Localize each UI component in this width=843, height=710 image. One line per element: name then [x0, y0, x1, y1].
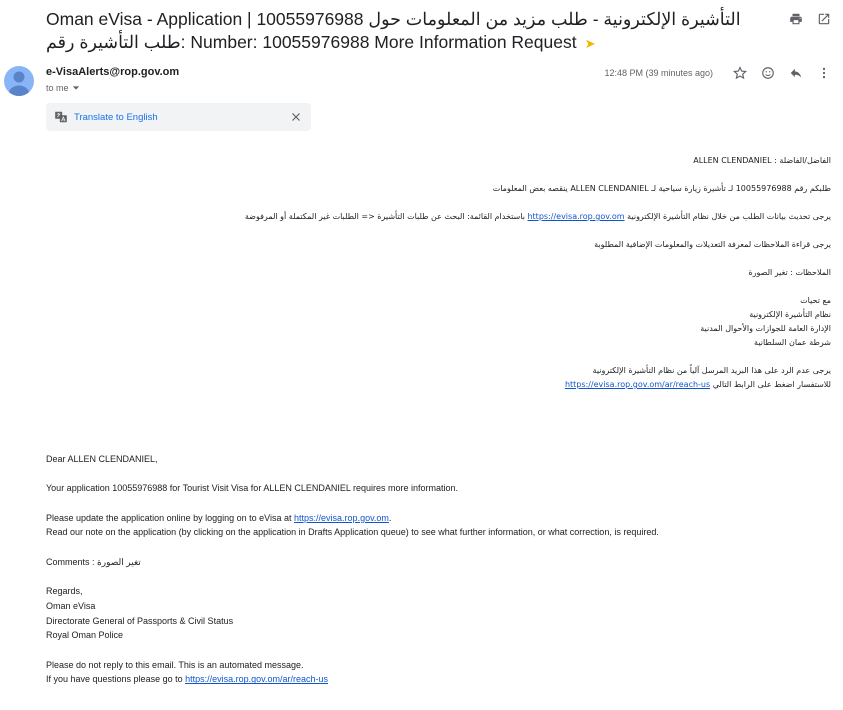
- person-icon: [4, 66, 34, 96]
- english-read-note: Read our note on the application (by clicking on the application in Drafts Application queue) to see what further information, or what correction, is required.: [46, 527, 659, 538]
- top-actions: [789, 12, 831, 26]
- arabic-comments: الملاحظات : تغير الصورة: [748, 268, 831, 277]
- arabic-no-reply: يرجى عدم الرد على هذا البريد المرسل آلياً من نظام التأشيرة الإلكترونية: [592, 366, 831, 375]
- english-no-reply: Please do not reply to this email. This is an automated message.: [46, 659, 304, 670]
- english-comments: Comments : تغير الصورة: [46, 556, 141, 567]
- to-me-label: to me: [46, 83, 69, 93]
- arabic-read-notes: يرجى قراءة الملاحظات لمعرفة التعديلات والمعلومات الإضافية المطلوبة: [594, 240, 831, 249]
- close-icon[interactable]: [289, 110, 303, 124]
- arabic-update-instructions: يرجى تحديث بيانات الطلب من خلال نظام التأشيرة الإلكترونية https://evisa.rop.gov.om باستخدام القائمة: البحث عن طلبات التأشيرة <= الطلبات غير المكتملة أو المرفوضة: [244, 212, 831, 221]
- english-evisa-link[interactable]: https://evisa.rop.gov.om: [294, 512, 389, 523]
- arabic-application-info: طلبكم رقم 10055976988 لـ تأشيرة زيارة سياحية لـ ALLEN CLENDANIEL ينقصه بعض المعلومات: [492, 184, 831, 193]
- star-icon[interactable]: [733, 66, 747, 80]
- arabic-reach-us-link[interactable]: https://evisa.rop.gov.om/ar/reach-us: [564, 380, 711, 389]
- email-subject: [46, 8, 746, 55]
- english-questions: If you have questions please go to https://evisa.rop.gov.om/ar/reach-us: [46, 674, 329, 685]
- print-icon[interactable]: [789, 12, 803, 26]
- english-application-info: Your application 10055976988 for Tourist Visit Visa for ALLEN CLENDANIEL requires more information.: [46, 483, 459, 494]
- importance-marker-icon[interactable]: ➤: [584, 36, 596, 51]
- emoji-reaction-icon[interactable]: [761, 66, 775, 80]
- open-in-new-window-icon[interactable]: [817, 12, 831, 26]
- english-reach-us-link[interactable]: https://evisa.rop.gov.om/ar/reach-us: [185, 674, 329, 685]
- arabic-regards: مع تحيات: [800, 296, 831, 305]
- arabic-salutation: الفاضل/الفاضلة : ALLEN CLENDANIEL: [693, 156, 831, 165]
- chevron-down-icon[interactable]: [72, 84, 80, 92]
- english-update-instructions: Please update the application online by logging on to eVisa at https://evisa.rop.gov.om.: [46, 512, 392, 523]
- subject-text: Oman eVisa - Application | 10055976988 التأشيرة الإلكترونية - طلب مزيد من المعلومات حول طلب التأشيرة رقم: Number: 10055976988 More Information Request: [46, 9, 741, 52]
- english-regards: Regards,: [46, 586, 83, 597]
- sender-avatar[interactable]: [4, 66, 34, 96]
- timestamp: 12:48 PM (39 minutes ago): [604, 68, 713, 78]
- sender-email[interactable]: e-VisaAlerts@rop.gov.om: [46, 66, 180, 78]
- english-greeting: Dear ALLEN CLENDANIEL,: [46, 454, 158, 464]
- arabic-signature-1: نظام التأشيرة الإلكترونية: [749, 310, 831, 319]
- translate-icon: [54, 110, 68, 124]
- translate-bar: [46, 103, 311, 131]
- reply-icon[interactable]: [789, 66, 803, 80]
- english-signature-2: Directorate General of Passports & Civil Status: [46, 615, 234, 626]
- arabic-body: [131, 154, 831, 392]
- arabic-signature-2: الإدارة العامة للجوازات والأحوال المدنية: [700, 324, 831, 333]
- english-signature-3: Royal Oman Police: [46, 630, 124, 641]
- english-body: [46, 452, 806, 687]
- recipient-details[interactable]: [46, 83, 80, 93]
- translate-to-english-link[interactable]: Translate to English: [74, 111, 158, 123]
- message-meta: [604, 66, 831, 80]
- arabic-evisa-link[interactable]: https://evisa.rop.gov.om: [527, 212, 625, 221]
- arabic-questions: للاستفسار اضغط على الرابط التالي https://evisa.rop.gov.om/ar/reach-us: [564, 380, 831, 389]
- english-signature-1: Oman eVisa: [46, 600, 96, 611]
- more-options-icon[interactable]: [817, 66, 831, 80]
- arabic-signature-3: شرطة عمان السلطانية: [754, 338, 831, 347]
